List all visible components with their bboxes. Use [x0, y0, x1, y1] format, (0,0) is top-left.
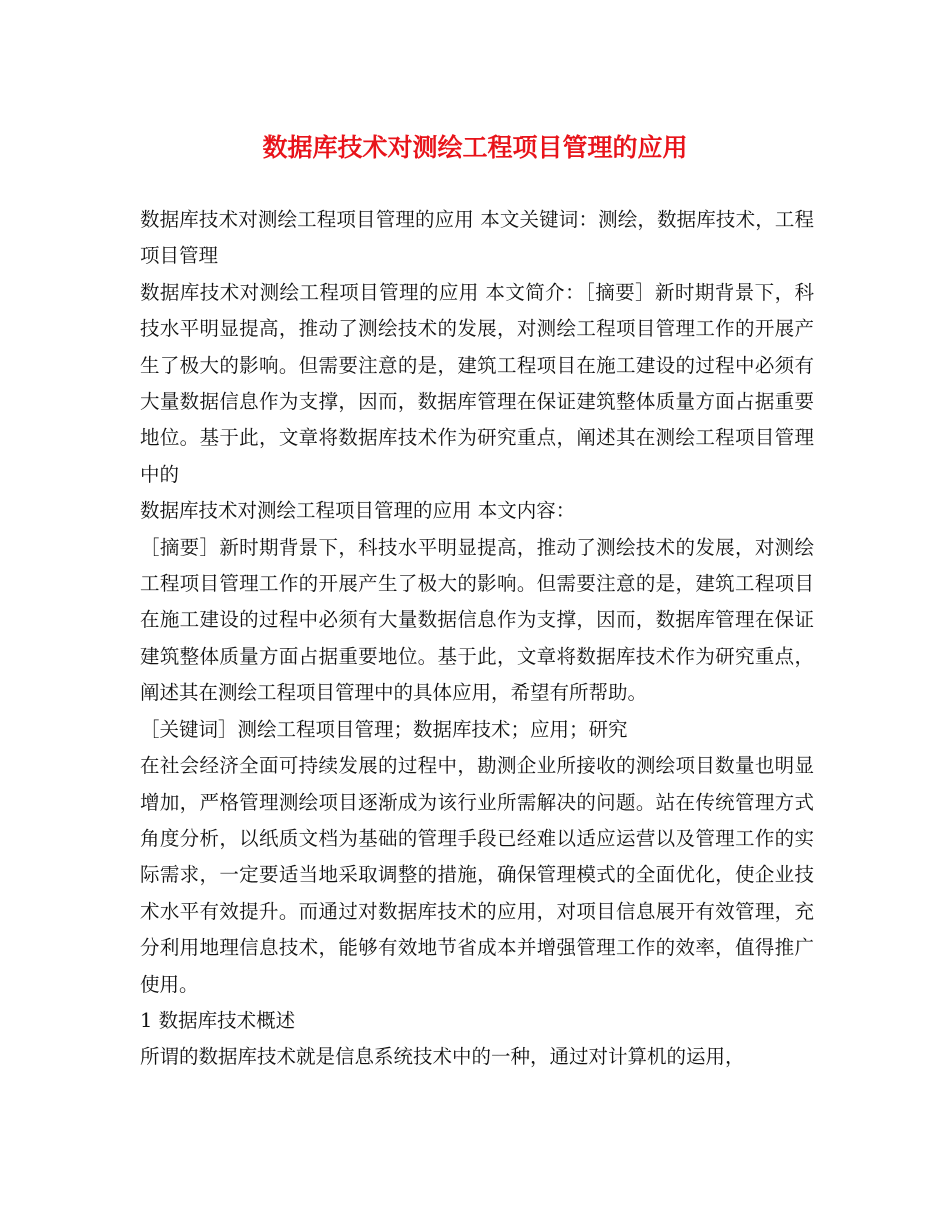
paragraph-abstract: ［摘要］新时期背景下，科技水平明显提高，推动了测绘技术的发展，对测绘工程项目管理工作的开展产生了极大的影响。但需要注意的是，建筑工程项目在施工建设的过程中必须有大量数据信息作为支撑，因而，数据库管理在保证建筑整体质量方面占据重要地位。基于此，文章将数据库技术作为研究重点，阐述其在测绘工程项目管理中的具体应用，希望有所帮助。 — [140, 535, 814, 705]
paragraph-section-1-start: 所谓的数据库技术就是信息系统技术中的一种，通过对计算机的运用， — [140, 1045, 745, 1069]
paragraph-content-label: 数据库技术对测绘工程项目管理的应用 本文内容： — [140, 499, 576, 523]
paragraph-keywords-intro: 数据库技术对测绘工程项目管理的应用 本文关键词：测绘，数据库技术，工程项目管理 — [140, 208, 814, 268]
paragraph-introduction: 在社会经济全面可持续发展的过程中，勘测企业所接收的测绘项目数量也明显增加，严格管理测绘项目逐渐成为该行业所需解决的问题。站在传统管理方式角度分析，以纸质文档为基础的管理手段已经难以适应运营以及管理工作的实际需求，一定要适当地采取调整的措施，确保管理模式的全面优化，使企业技术水平有效提升。而通过对数据库技术的应用，对项目信息展开有效管理，充分利用地理信息技术，能够有效地节省成本并增强管理工作的效率，值得推广使用。 — [140, 754, 814, 996]
document-body — [140, 202, 814, 1076]
document-title: 数据库技术对测绘工程项目管理的应用 — [262, 133, 688, 162]
section-heading-1: 1 数据库技术概述 — [140, 1008, 296, 1032]
paragraph-keywords: ［关键词］测绘工程项目管理；数据库技术；应用；研究 — [140, 717, 628, 741]
paragraph-summary-intro: 数据库技术对测绘工程项目管理的应用 本文简介：［摘要］新时期背景下，科技水平明显提高，推动了测绘技术的发展，对测绘工程项目管理工作的开展产生了极大的影响。但需要注意的是，建筑工程项目在施工建设的过程中必须有大量数据信息作为支撑，因而，数据库管理在保证建筑整体质量方面占据重要地位。基于此，文章将数据库技术作为研究重点，阐述其在测绘工程项目管理中的 — [140, 280, 814, 486]
